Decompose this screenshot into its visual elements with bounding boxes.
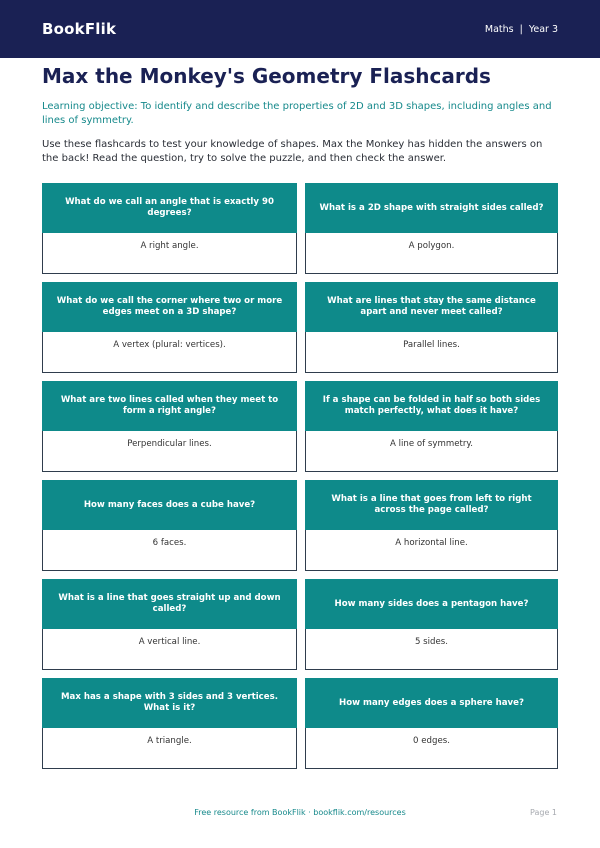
flashcard[interactable] <box>42 282 297 373</box>
flashcard-answer: A vertex (plural: vertices). <box>42 332 297 373</box>
flashcard[interactable] <box>305 282 558 373</box>
flashcard-question: Max has a shape with 3 sides and 3 vertices. What is it? <box>42 678 297 728</box>
flashcard[interactable] <box>42 678 297 769</box>
flashcard-question: What is a 2D shape with straight sides called? <box>305 183 558 233</box>
flashcard-answer: 0 edges. <box>305 728 558 769</box>
flashcard[interactable] <box>42 579 297 670</box>
meta-separator: | <box>519 23 523 35</box>
flashcard-question: What are lines that stay the same distance apart and never meet called? <box>305 282 558 332</box>
flashcard-question: How many edges does a sphere have? <box>305 678 558 728</box>
flashcard-grid <box>42 183 558 769</box>
flashcard-question: How many sides does a pentagon have? <box>305 579 558 629</box>
flashcard[interactable] <box>305 579 558 670</box>
subject-meta <box>485 24 558 35</box>
flashcard-question: What is a line that goes from left to right across the page called? <box>305 480 558 530</box>
flashcard-answer: Parallel lines. <box>305 332 558 373</box>
flashcard[interactable] <box>42 480 297 571</box>
flashcard[interactable] <box>42 381 297 472</box>
flashcard[interactable] <box>305 678 558 769</box>
flashcard-question: What do we call an angle that is exactly 90 degrees? <box>42 183 297 233</box>
flashcard-answer: A right angle. <box>42 233 297 274</box>
subject-label: Maths <box>484 23 514 35</box>
footer-credit-link[interactable]: Free resource from BookFlik · bookflik.com/resources <box>194 808 406 817</box>
flashcard[interactable] <box>305 480 558 571</box>
flashcard[interactable] <box>42 183 297 274</box>
flashcard-answer: Perpendicular lines. <box>42 431 297 472</box>
flashcard-answer: A vertical line. <box>42 629 297 670</box>
page-title: Max the Monkey's Geometry Flashcards <box>42 64 491 88</box>
flashcard-answer: A line of symmetry. <box>305 431 558 472</box>
flashcard-question: If a shape can be folded in half so both sides match perfectly, what does it have? <box>305 381 558 431</box>
flashcard[interactable] <box>305 183 558 274</box>
flashcard[interactable] <box>305 381 558 472</box>
year-label: Year 3 <box>528 23 558 35</box>
flashcard-answer: A horizontal line. <box>305 530 558 571</box>
intro-text: Use these flashcards to test your knowledge of shapes. Max the Monkey has hidden the answers on the back! Read the question, try to solve the puzzle, and then check the answer. <box>42 139 543 164</box>
flashcard-question: How many faces does a cube have? <box>42 480 297 530</box>
page-number: Page 1 <box>530 808 557 817</box>
flashcard-answer: 5 sides. <box>305 629 558 670</box>
flashcard-question: What are two lines called when they meet to form a right angle? <box>42 381 297 431</box>
flashcard-question: What do we call the corner where two or more edges meet on a 3D shape? <box>42 282 297 332</box>
flashcard-answer: A polygon. <box>305 233 558 274</box>
flashcard-answer: 6 faces. <box>42 530 297 571</box>
brand-logo[interactable]: BookFlik <box>42 20 117 38</box>
top-bar <box>0 0 600 58</box>
learning-objective: Learning objective: To identify and describe the properties of 2D and 3D shapes, including angles and lines of symmetry. <box>42 101 552 126</box>
flashcard-question: What is a line that goes straight up and down called? <box>42 579 297 629</box>
flashcard-answer: A triangle. <box>42 728 297 769</box>
